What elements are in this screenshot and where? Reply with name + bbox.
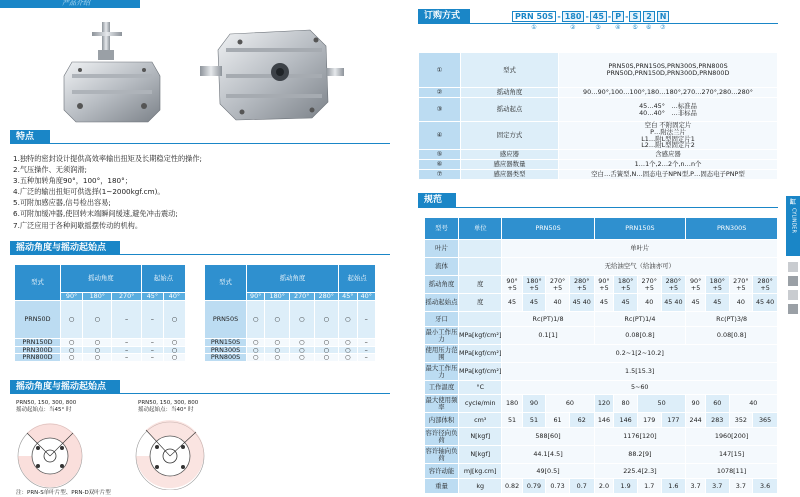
start-head: 45° — [339, 292, 357, 300]
spec-angle: 180°+5 — [705, 276, 729, 294]
features-list — [13, 153, 202, 231]
code-sep: - — [625, 11, 629, 21]
spec-unit — [459, 258, 502, 276]
spec-unit: 度 — [459, 276, 502, 294]
code-marker: ⑦ — [660, 24, 666, 31]
spec-h-model: 型号 — [425, 218, 459, 240]
spec-label: 工作温度 — [425, 381, 459, 395]
spec-value: 0.7 — [569, 479, 594, 494]
spec-title-rule — [418, 207, 778, 208]
mark-cell: ○ — [265, 338, 290, 346]
side-tab-block — [788, 262, 798, 272]
mark-cell: – — [141, 354, 163, 362]
spec-value: 61 — [546, 413, 570, 428]
spec-value: 146 — [614, 413, 638, 428]
model-cell: PRN50S — [205, 300, 247, 338]
spec-value: 0.2~1[2~10.2] — [502, 345, 778, 363]
spec-start-val: 45 — [755, 298, 765, 307]
angle-diagram-right — [124, 414, 216, 490]
order-desc-line: 空白 不附固定片 — [644, 121, 692, 130]
mark-cell: ○ — [339, 300, 357, 338]
spec-value: Rc(PT)3/8 — [686, 312, 778, 327]
spec-value: 1176[120] — [594, 428, 686, 446]
spec-label: 最小工作压力 — [425, 327, 458, 343]
mark-cell: – — [141, 338, 163, 346]
angle-diagram-left — [10, 414, 90, 490]
spec-angle: 90°+5 — [686, 276, 706, 294]
top-banner-text: 产品介绍 — [62, 0, 90, 7]
swing-table-right — [204, 264, 376, 362]
spec-model: PRN150S — [594, 218, 686, 240]
mark-cell: ○ — [61, 346, 83, 354]
spec-value: Rc(PT)1/8 — [502, 312, 594, 327]
mark-cell: ○ — [83, 354, 112, 362]
mark-cell: – — [112, 346, 141, 354]
model-cell: PRN150S — [205, 338, 247, 346]
spec-unit: N[kgf] — [459, 446, 502, 464]
spec-value: 无给油空气（给油亦可） — [502, 258, 778, 276]
spec-value: 90 — [686, 395, 706, 413]
right-caption-2: 摇动起始点：当40° 时 — [138, 407, 194, 413]
spec-angle: 180°+5 — [522, 276, 546, 294]
side-tab-block — [788, 290, 798, 300]
spec-value: 179 — [637, 413, 661, 428]
order-desc-line: 90…90°,100…100°,180…180°,270…270°,280…280° — [583, 88, 753, 97]
angle-head: 180° — [83, 292, 112, 300]
spec-label: 重量 — [425, 479, 459, 494]
model-cell: PRN150D — [15, 338, 61, 346]
spec-start-val: 45 — [713, 298, 722, 307]
spec-value: 3.7 — [686, 479, 706, 494]
spec-h-unit: 单位 — [459, 218, 502, 240]
spec-value: 44.1[4.5] — [502, 446, 594, 464]
order-desc-line: 45…45° …标准品 — [639, 101, 697, 110]
mark-cell: ○ — [247, 346, 265, 354]
mark-cell: – — [357, 354, 375, 362]
spec-start-val: 40 — [645, 298, 654, 307]
spec-start — [753, 294, 778, 312]
spec-value: 1960[200] — [686, 428, 778, 446]
spec-value: 120 — [594, 395, 614, 413]
spec-unit: cm³ — [459, 413, 502, 428]
spec-value: 225.4[2.3] — [594, 464, 686, 479]
mark-cell: ○ — [163, 300, 185, 338]
mark-cell: – — [112, 338, 141, 346]
order-desc-line: P…附法兰片 — [650, 127, 686, 136]
features-title: 特点 — [10, 130, 50, 144]
spec-start-val: 45 — [507, 298, 517, 307]
col-angle: 摇动角度 — [247, 265, 339, 293]
spec-start-val: 45 — [664, 298, 673, 307]
right-caption-1: PRN50, 150, 300, 800 — [138, 400, 199, 406]
order-num: ⑥ — [419, 160, 461, 170]
spec-start — [661, 294, 686, 312]
order-num: ⑤ — [419, 150, 461, 160]
model-cell: PRN50D — [15, 300, 61, 338]
diagram-footnote: 注：PRN-S单叶片型、PRN-D双叶片型 — [16, 490, 111, 496]
feature-line: 5.可附加感应器,信号检出容易; — [13, 198, 111, 208]
spec-unit: cycle/min — [459, 395, 502, 413]
side-tab-main: 缸 — [789, 199, 796, 206]
order-name: 感应器类型 — [461, 170, 559, 180]
spec-angle: 270°+5 — [729, 276, 753, 294]
code-marker: ④ — [615, 24, 621, 31]
spec-angle: 90°+5 — [594, 276, 614, 294]
mark-cell: ○ — [314, 338, 339, 346]
mark-cell: ○ — [314, 300, 339, 338]
spec-value: 60 — [705, 395, 729, 413]
col-model: 型式 — [205, 265, 247, 301]
mark-cell: ○ — [289, 338, 314, 346]
order-desc-line: L1…附L型固定片1 — [641, 134, 695, 143]
code-sep: - — [607, 11, 612, 21]
swing-table-left — [14, 264, 186, 362]
spec-unit: MPa[kgf/cm²] — [459, 327, 502, 345]
spec-value: 0.1[1] — [502, 327, 594, 345]
angle-head: 90° — [61, 292, 83, 300]
spec-value: 180 — [502, 395, 522, 413]
mark-cell: ○ — [265, 354, 290, 362]
spec-value: 352 — [729, 413, 753, 428]
feature-line: 2.气压操作、无须润滑; — [13, 165, 87, 175]
code-part: PRN 50S — [512, 11, 556, 22]
code-part: 45 — [590, 11, 607, 22]
order-desc-line: PRN50S,PRN150S,PRN300S,PRN800S — [608, 62, 728, 71]
order-name: 型式 — [461, 53, 559, 88]
spec-label: 流体 — [425, 258, 459, 276]
spec-start-val: 40 — [582, 298, 591, 307]
model-cell: PRN800D — [15, 354, 61, 362]
spec-model: PRN300S — [686, 218, 778, 240]
spec-angle: 280°+5 — [753, 276, 778, 294]
spec-unit: N[kgf] — [459, 428, 502, 446]
spec-label: 内部体积 — [425, 413, 459, 428]
spec-value: 3.7 — [705, 479, 729, 494]
spec-value: 40 — [729, 395, 777, 413]
right-caption — [138, 400, 198, 414]
angle-head: 280° — [314, 292, 339, 300]
code-part: N — [657, 11, 670, 22]
code-part: 2 — [643, 11, 655, 22]
spec-model: PRN50S — [502, 218, 594, 240]
order-name: 感应器 — [461, 150, 559, 160]
mark-cell: ○ — [247, 338, 265, 346]
spec-label: 使用压力范围 — [425, 345, 458, 361]
spec-value: 50 — [637, 395, 685, 413]
swing-title-rule — [10, 254, 390, 255]
spec-unit — [459, 240, 502, 258]
spec-value: 49[0.5] — [502, 464, 594, 479]
spec-label: 容许轴向负荷 — [425, 446, 458, 462]
spec-value: 244 — [686, 413, 706, 428]
order-num: ② — [419, 88, 461, 98]
spec-value: 62 — [569, 413, 594, 428]
spec-start-val: 40 — [553, 298, 562, 307]
order-desc-line: 空白…舌簧型,N…固态电子NPN型,P…固态电子PNP型 — [591, 170, 745, 179]
side-tab-block — [788, 276, 798, 286]
spec-label: 最大工作压力 — [425, 363, 458, 379]
spec-start-val: 45 — [691, 298, 700, 307]
col-start: 起始点 — [339, 265, 376, 293]
spec-angle: 270°+5 — [637, 276, 661, 294]
product-photo — [50, 14, 370, 132]
code-sep: - — [557, 11, 561, 21]
spec-angle: 280°+5 — [569, 276, 594, 294]
spec-value: 588[60] — [502, 428, 594, 446]
mark-cell: – — [141, 346, 163, 354]
spec-start — [546, 294, 570, 312]
spec-start — [729, 294, 753, 312]
model-cell: PRN300D — [15, 346, 61, 354]
spec-value: 1.9 — [614, 479, 638, 494]
spec-angle: 90°+5 — [502, 276, 522, 294]
mark-cell: ○ — [314, 354, 339, 362]
feature-line: 4.广泛的输出扭矩可供选择(1~2000kgf.cm)。 — [13, 187, 165, 197]
spec-angle: 180°+5 — [614, 276, 638, 294]
order-desc-line: 1…1个,2…2个,n…n个 — [634, 160, 702, 169]
mark-cell: ○ — [163, 346, 185, 354]
col-model: 型式 — [15, 265, 61, 301]
order-num: ⑦ — [419, 170, 461, 180]
spec-angle: 270°+5 — [546, 276, 570, 294]
spec-table — [424, 217, 778, 494]
order-desc-line: PRN50D,PRN150D,PRN300D,PRN800D — [606, 69, 730, 78]
spec-unit: kg — [459, 479, 502, 494]
spec-label: 容许径向负荷 — [425, 428, 458, 444]
model-cell: PRN800S — [205, 354, 247, 362]
mark-cell: ○ — [265, 300, 290, 338]
spec-start-val: 40 — [766, 298, 775, 307]
spec-value: 5~60 — [502, 381, 778, 395]
feature-line: 6.可附加缓冲器,使回转末端瞬间缓速,避免冲击震动; — [13, 209, 178, 219]
code-marker: ① — [531, 24, 537, 31]
spec-unit — [459, 312, 502, 327]
spec-unit: MPa[kgf/cm²] — [459, 345, 502, 363]
feature-line: 3.五种加转角度90°，100°，180°； — [13, 176, 132, 186]
mark-cell: – — [357, 346, 375, 354]
spec-value: 3.7 — [729, 479, 753, 494]
order-code — [512, 10, 669, 22]
spec-start-val: 45 — [621, 298, 630, 307]
spec-start-val: 45 — [529, 298, 539, 307]
mark-cell: ○ — [265, 346, 290, 354]
spec-start — [569, 294, 594, 312]
order-desc — [559, 88, 778, 98]
mark-cell: ○ — [289, 300, 314, 338]
order-desc-line: 40…40° …非标品 — [639, 108, 697, 117]
spec-value: 1078[11] — [686, 464, 778, 479]
mark-cell: ○ — [83, 346, 112, 354]
spec-value: 0.08[0.8] — [594, 327, 686, 345]
code-sep: - — [585, 11, 589, 21]
spec-value: 0.82 — [502, 479, 522, 494]
col-angle: 摇动角度 — [61, 265, 142, 293]
mark-cell: ○ — [339, 346, 357, 354]
spec-start-val: 40 — [736, 298, 745, 307]
spec-value: 1.6 — [661, 479, 686, 494]
diagram-title-rule — [10, 393, 390, 394]
code-part: P — [612, 11, 624, 22]
spec-value: 2.0 — [594, 479, 614, 494]
angle-head: 270° — [112, 292, 141, 300]
order-name: 固定方式 — [461, 122, 559, 150]
swing-title: 摇动角度与摇动起始点 — [10, 241, 120, 255]
left-caption-1: PRN50, 150, 300, 800 — [16, 400, 77, 406]
spec-label: 牙口 — [425, 312, 459, 327]
model-cell: PRN300S — [205, 346, 247, 354]
mark-cell: ○ — [61, 338, 83, 346]
spec-unit: mJ[kg.cm] — [459, 464, 502, 479]
left-caption — [16, 400, 76, 414]
spec-value: 283 — [705, 413, 729, 428]
spec-value: 单叶片 — [502, 240, 778, 258]
order-table — [418, 52, 778, 180]
order-desc — [559, 150, 778, 160]
order-desc — [559, 160, 778, 170]
feature-line: 1.独特的密封设计提供高效率输出扭矩及长期稳定性的操作; — [13, 154, 202, 163]
order-desc — [559, 170, 778, 180]
spec-value: 90 — [522, 395, 546, 413]
mark-cell: – — [112, 300, 141, 338]
mark-cell: – — [112, 354, 141, 362]
spec-start — [594, 294, 614, 312]
order-desc-line: 含感应器 — [655, 150, 681, 159]
order-num: ④ — [419, 122, 461, 150]
code-marker: ⑤ — [632, 24, 638, 31]
spec-value: 146 — [594, 413, 614, 428]
diagram-title: 摇动角度与摇动起始点 — [10, 380, 120, 394]
mark-cell: ○ — [339, 354, 357, 362]
angle-head: 180° — [265, 292, 290, 300]
spec-label: 摇动角度 — [425, 276, 459, 294]
spec-start — [522, 294, 546, 312]
mark-cell: ○ — [61, 354, 83, 362]
code-part: 180 — [562, 11, 585, 22]
start-head: 40° — [357, 292, 375, 300]
spec-value: 1.5[15.3] — [502, 363, 778, 381]
spec-label: 最大使用频率 — [425, 395, 458, 411]
spec-value: 177 — [661, 413, 686, 428]
spec-start — [502, 294, 522, 312]
order-name: 摇动角度 — [461, 88, 559, 98]
mark-cell: ○ — [314, 346, 339, 354]
col-start: 起始点 — [141, 265, 185, 293]
spec-start — [614, 294, 638, 312]
side-tab-block — [788, 304, 798, 314]
spec-value: 60 — [546, 395, 594, 413]
spec-start — [705, 294, 729, 312]
order-num: ③ — [419, 98, 461, 122]
spec-value: 51 — [522, 413, 546, 428]
spec-value: 0.79 — [522, 479, 546, 494]
mark-cell: ○ — [289, 354, 314, 362]
order-desc — [559, 122, 778, 150]
order-name: 感应器数量 — [461, 160, 559, 170]
spec-value: 3.6 — [753, 479, 778, 494]
spec-value: 80 — [614, 395, 638, 413]
mark-cell: ○ — [61, 300, 83, 338]
spec-unit: 度 — [459, 294, 502, 312]
spec-start — [637, 294, 661, 312]
mark-cell: – — [141, 300, 163, 338]
feature-line: 7.广泛应用于各种间歇摇摆传动的机构。 — [13, 220, 143, 230]
order-desc — [559, 98, 778, 122]
spec-start — [686, 294, 706, 312]
spec-value: 0.08[0.8] — [686, 327, 778, 345]
spec-value: 51 — [502, 413, 522, 428]
order-desc-line: L2…附L型固定片2 — [641, 141, 695, 150]
side-tab-sub: CYLINDER — [790, 208, 797, 233]
spec-title: 规范 — [418, 193, 456, 207]
code-marker: ② — [570, 24, 576, 31]
left-caption-2: 摇动起始点：当45° 时 — [16, 407, 72, 413]
angle-head: 270° — [289, 292, 314, 300]
mark-cell: ○ — [163, 338, 185, 346]
spec-unit: °C — [459, 381, 502, 395]
spec-value: 0.73 — [546, 479, 570, 494]
spec-value: 147[15] — [686, 446, 778, 464]
code-part: S — [629, 11, 641, 22]
start-head: 40° — [163, 292, 185, 300]
order-num: ① — [419, 53, 461, 88]
mark-cell: – — [357, 300, 375, 338]
spec-label: 容许动能 — [425, 464, 459, 479]
side-tab — [786, 196, 800, 256]
mark-cell: – — [357, 338, 375, 346]
mark-cell: ○ — [83, 338, 112, 346]
start-head: 45° — [141, 292, 163, 300]
spec-value: Rc(PT)1/4 — [594, 312, 686, 327]
mark-cell: ○ — [83, 300, 112, 338]
spec-value: 88.2[9] — [594, 446, 686, 464]
spec-start-val: 45 — [572, 298, 581, 307]
features-title-rule — [10, 143, 390, 144]
spec-value: 1.7 — [637, 479, 661, 494]
spec-angle: 280°+5 — [661, 276, 686, 294]
code-marker: ⑥ — [645, 24, 652, 31]
spec-start-val: 40 — [674, 298, 683, 307]
spec-label: 叶片 — [425, 240, 459, 258]
mark-cell: ○ — [247, 354, 265, 362]
code-marker: ③ — [595, 24, 601, 31]
order-title: 订购方式 — [418, 9, 470, 23]
order-name: 摇动起点 — [461, 98, 559, 122]
angle-head: 90° — [247, 292, 265, 300]
mark-cell: ○ — [339, 338, 357, 346]
mark-cell: ○ — [247, 300, 265, 338]
mark-cell: ○ — [163, 354, 185, 362]
spec-label: 摇动起始点 — [425, 294, 459, 312]
spec-value: 365 — [753, 413, 778, 428]
spec-start-val: 45 — [599, 298, 609, 307]
spec-unit: MPa[kgf/cm²] — [459, 363, 502, 381]
mark-cell: ○ — [289, 346, 314, 354]
order-desc — [559, 53, 778, 88]
